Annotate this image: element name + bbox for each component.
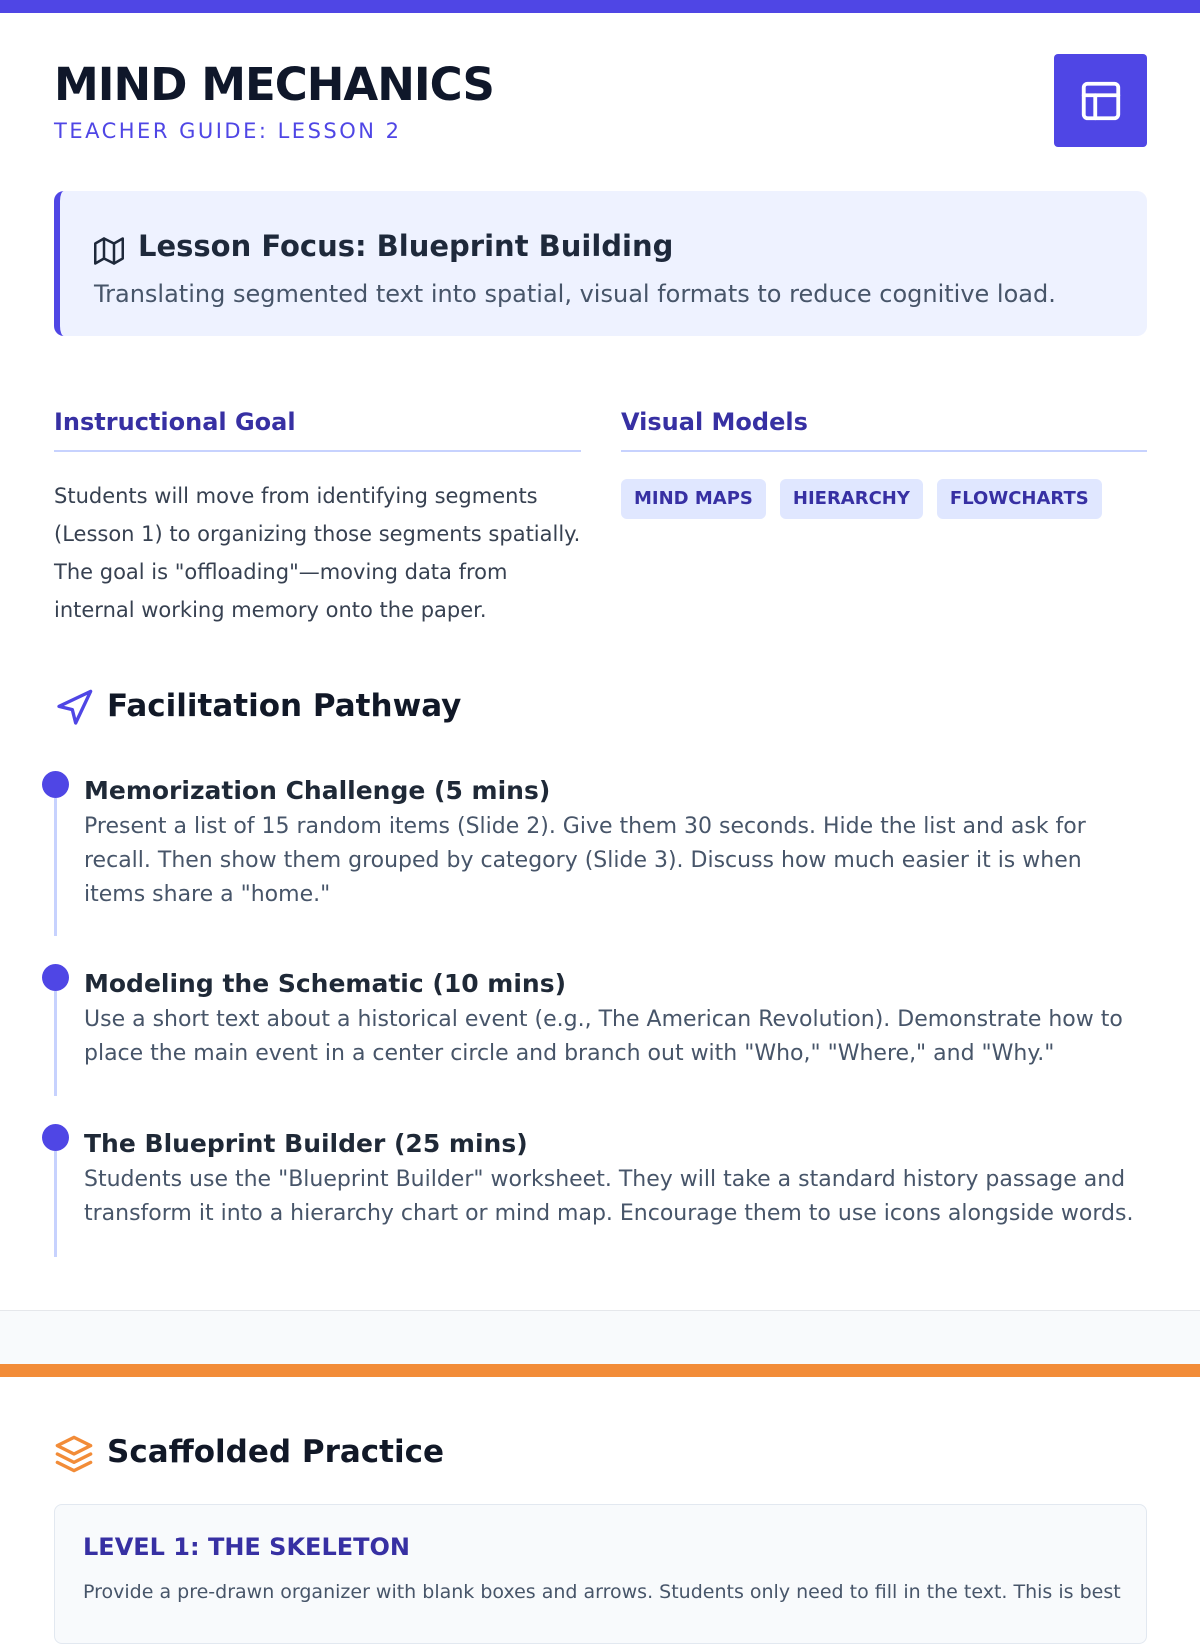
timeline-dot (42, 964, 69, 991)
step-2-description: Use a short text about a historical event (e.g., The American Revolution). Demonstrate how to place the main event in a center circle and branch out with "Who," "Where," and "Why." (84, 1007, 1123, 1066)
layout-icon (1054, 54, 1147, 147)
instructional-goal-text: Students will move from identifying segments (Lesson 1) to organizing those segments spatially. The goal is "offloading"—moving data from internal working memory onto the paper. (54, 484, 581, 622)
facilitation-pathway-title: Facilitation Pathway (107, 688, 462, 724)
step-2-title: Modeling the Schematic (10 mins) (84, 969, 567, 998)
scaffolded-practice-title: Scaffolded Practice (107, 1434, 445, 1470)
step-3-title: The Blueprint Builder (25 mins) (84, 1129, 528, 1158)
visual-models-heading: Visual Models (621, 408, 808, 436)
map-icon (94, 236, 124, 271)
lesson-focus-description: Translating segmented text into spatial, visual formats to reduce cognitive load. (94, 280, 1056, 308)
goal-divider (54, 450, 581, 452)
lesson-focus-title: Lesson Focus: Blueprint Building (138, 229, 674, 263)
tag-flowcharts: FLOWCHARTS (937, 479, 1102, 519)
layers-icon (54, 1434, 94, 1479)
timeline-line (54, 798, 57, 936)
instructional-goal-heading: Instructional Goal (54, 408, 296, 436)
navigation-arrow-icon (54, 688, 94, 733)
lesson-focus-card (54, 191, 1147, 336)
top-accent-bar (0, 0, 1200, 13)
models-divider (621, 450, 1147, 452)
step-1-title: Memorization Challenge (5 mins) (84, 776, 551, 805)
timeline-dot (42, 1124, 69, 1151)
timeline-line (54, 991, 57, 1096)
tag-mind-maps: MIND MAPS (621, 479, 766, 519)
visual-models-tags (621, 479, 1102, 519)
page-separator (0, 1310, 1200, 1364)
page-subtitle: TEACHER GUIDE: LESSON 2 (54, 119, 402, 143)
step-1-description: Present a list of 15 random items (Slide 2). Give them 30 seconds. Hide the list and ask for recall. Then show them grouped by category (Slide 3). Discuss how much easier it is when items share a "home." (84, 814, 1086, 907)
step-3-description: Students use the "Blueprint Builder" worksheet. They will take a standard history passage and transform it into a hierarchy chart or mind map. Encourage them to use icons alongside words. (84, 1167, 1134, 1226)
level-1-title: LEVEL 1: THE SKELETON (83, 1533, 410, 1561)
timeline-line (54, 1151, 57, 1257)
timeline-dot (42, 771, 69, 798)
page-title: MIND MECHANICS (54, 58, 494, 111)
orange-accent-bar (0, 1364, 1200, 1377)
tag-hierarchy: HIERARCHY (780, 479, 923, 519)
level-1-card (54, 1504, 1147, 1644)
level-1-description: Provide a pre-drawn organizer with blank boxes and arrows. Students only need to fill in the text. This is best (83, 1581, 1121, 1603)
